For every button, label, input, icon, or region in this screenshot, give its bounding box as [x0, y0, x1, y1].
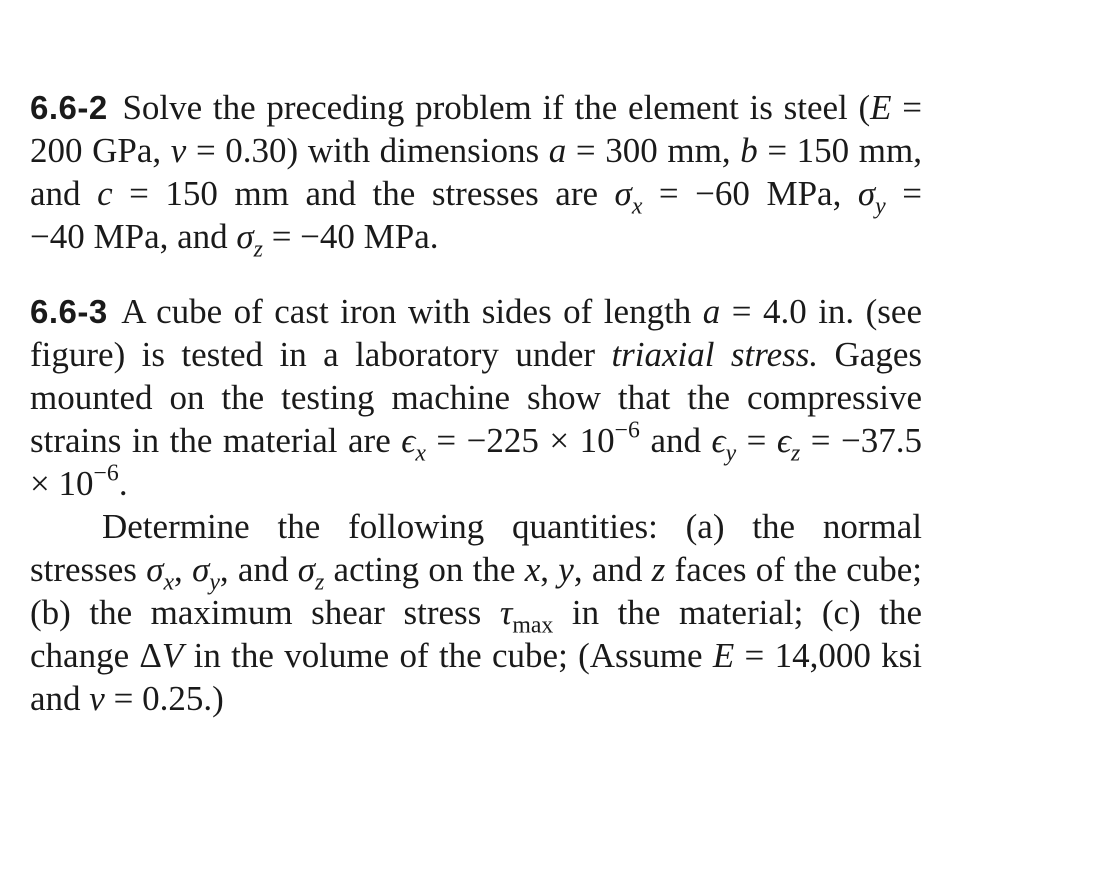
- problem-number: 6.6-2: [30, 89, 108, 126]
- problem-text: A cube of cast iron with sides of length a = 4.0 in. (see figure) is tested in a laboratory under triaxial stress. Gages mounted on the testing machine show that the compressive strains in the material are $\epsilon_x = -225 \times 10^{-6}$ and $\epsilon_y = \epsilon_z = -37.5 \times 10^{-6}$.: [30, 292, 922, 503]
- problem-text: Solve the preceding problem if the element is steel (E = 200 GPa, ν = 0.30) with dimensions a = 300 mm, b = 150 mm, and c = 150 mm and the stresses are $\sigma_x = -60$ MPa, $\sigma_y = -40$ MPa, and $\sigma_z = -40$ MPa.: [30, 88, 923, 263]
- textbook-page: [30, 86, 922, 720]
- problem-text-continued: Determine the following quantities: (a) the normal stresses $\sigma_x$, $\sigma_y$, and $\sigma_z$ acting on the x, y, and z faces of the cube; (b) the maximum shear stress $\tau_{max}$ in the material; (c) the change ΔV in the volume of the cube; (Assume E = 14,000 ksi and ν = 0.25.): [30, 507, 923, 718]
- problem-6-6-2: [30, 86, 923, 263]
- problem-number: 6.6-3: [30, 293, 108, 330]
- problem-6-6-3: [30, 290, 922, 720]
